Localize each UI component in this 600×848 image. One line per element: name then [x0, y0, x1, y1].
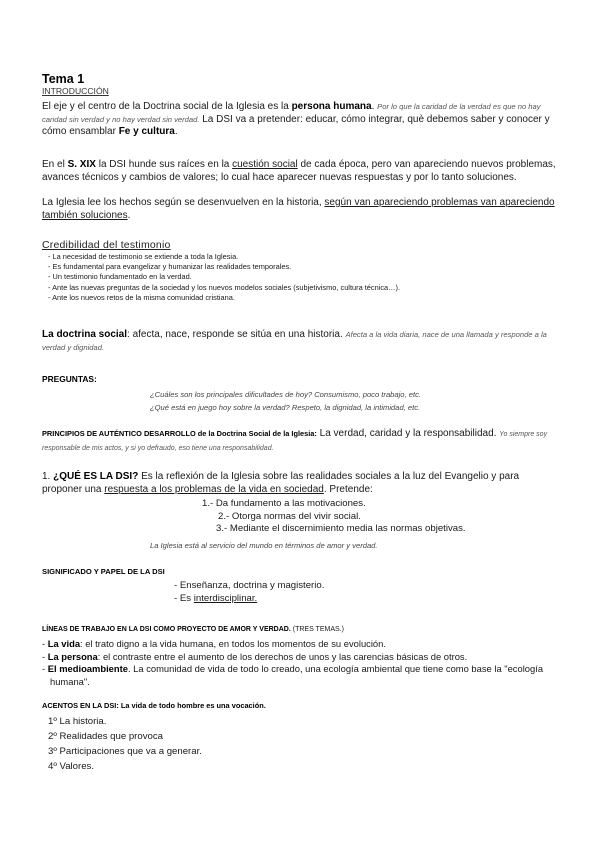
list-item: 2.- Otorga normas del vivir social.: [218, 510, 361, 522]
credibilidad-list: [42, 252, 556, 303]
p2-text-c: la DSI hunde sus raíces en la: [95, 159, 233, 170]
que-es-bold: ¿QUÉ ES LA DSI?: [53, 471, 139, 482]
list-item: 1º La historia.: [48, 716, 107, 727]
significado-item-1: - Enseñanza, doctrina y magisterio.: [174, 580, 325, 591]
p1-text-a: El eje y el centro de la Doctrina social de la Iglesia es la: [42, 101, 292, 112]
acentos-section: [42, 701, 556, 774]
title-block: [42, 72, 556, 97]
p3-text-c: .: [127, 209, 131, 221]
p2-text-a: En el: [42, 159, 68, 170]
list-item: 3º Participaciones que va a generar.: [48, 746, 202, 757]
page-title: Tema 1: [42, 72, 85, 86]
lineas-heading: [42, 618, 556, 636]
que-es-number: 1.: [42, 471, 54, 482]
que-es-italic-note: La Iglesia está al servicio del mundo en términos de amor y verdad.: [150, 541, 378, 550]
p1-bold-persona: persona humana: [291, 101, 372, 112]
list-item: - Un testimonio fundamentado en la verdad.: [48, 272, 556, 282]
acentos-heading: ACENTOS EN LA DSI: La vida de todo hombre es una vocación.: [42, 701, 266, 710]
lineas-text: . La comunidad de vida de todo lo creado, una ecología ambiental que tiene como base la "ecología humana".: [50, 663, 544, 687]
list-item: 4º Valores.: [48, 761, 94, 772]
p2-bold-siglo: S. XIX: [67, 159, 96, 170]
que-es-dsi-section: [42, 471, 556, 496]
list-item: 2º Realidades que provoca: [48, 731, 163, 742]
list-item: 1.- Da fundamento a las motivaciones.: [202, 498, 366, 509]
lineas-section: [42, 618, 556, 688]
list-item: - Ante los nuevos retos de la misma comunidad cristiana.: [48, 293, 556, 303]
lineas-item-vida: - La vida: el trato digno a la vida humana, en todos los momentos de su evolución.: [42, 638, 386, 649]
significado-section: [42, 566, 556, 605]
paragraph-iglesia-lee: [42, 197, 556, 222]
p3-underline-soluciones: según van apareciendo problemas van apareciendo también soluciones: [42, 197, 555, 221]
significado-es: - Es: [174, 592, 194, 604]
paragraph-doctrina-social: [42, 329, 556, 354]
lineas-label: La vida: [47, 638, 81, 649]
principios-text: La verdad, caridad y la responsabilidad.: [316, 428, 500, 439]
intro-heading: INTRODUCCIÓN: [42, 86, 109, 96]
que-es-underline: respuesta a los problemas de la vida en sociedad: [104, 483, 324, 495]
doctrina-italic-note: Afecta a la vida diaria, nace de una llamada y responde a la verdad y dignidad.: [42, 330, 547, 352]
lineas-text: : el trato digno a la vida humana, en todos los momentos de su evolución.: [80, 638, 386, 649]
significado-heading: SIGNIFICADO Y PAPEL DE LA DSI: [42, 567, 165, 576]
principios-section: [42, 428, 556, 455]
paragraph-persona-humana: [42, 101, 556, 139]
p1-text-d: La DSI va a pretender: educar, cómo integrar, què debemos saber y conocer y cómo ensamblar: [42, 113, 550, 137]
paragraph-siglo-xix: [42, 159, 556, 184]
lineas-label: El medioambiente: [47, 663, 128, 674]
lineas-item-medioambiente: - El medioambiente. La comunidad de vida de todo lo creado, una ecología ambiental que tiene como base la "ecología humana".: [42, 663, 544, 687]
doctrina-bold: La doctrina social: [42, 329, 128, 340]
p3-text-a: La Iglesia lee los hechos según se desenvuelven en la historia,: [42, 197, 325, 208]
p2-underline-cuestion-social: cuestión social: [232, 159, 298, 170]
list-item: - Ante las nuevas preguntas de la sociedad y los nuevos modelos sociales (subjetivismo, cultura técnica…).: [48, 283, 556, 293]
p1-text-c: .: [371, 101, 378, 112]
pregunta-1: ¿Cuáles son los principales dificultades de hoy? Consumismo, poco trabajo, etc.: [150, 390, 421, 399]
lineas-heading-bold: LÍNEAS DE TRABAJO EN LA DSI COMO PROYECTO DE AMOR Y VERDAD.: [42, 626, 291, 633]
list-item: - La necesidad de testimonio se extiende a toda la Iglesia.: [48, 252, 556, 262]
pregunta-2: ¿Qué está en juego hoy sobre la verdad? Respeto, la dignidad, la intimidad, etc.: [150, 403, 421, 412]
lineas-text: : el contraste entre el aumento de los derechos de unos y las carencias básicas de otros.: [97, 650, 468, 662]
preguntas-section: [42, 374, 556, 414]
preguntas-heading: PREGUNTAS:: [42, 374, 97, 384]
p1-italic-note: Por lo que la caridad de la verdad es que no hay caridad sin verdad y no hay verdad sin verdad.: [42, 102, 541, 124]
lineas-item-persona: - La persona: el contraste entre el aumento de los derechos de unos y las carencias básicas de otros.: [42, 650, 468, 662]
significado-item-2: [42, 593, 556, 606]
credibilidad-heading: Credibilidad del testimonio: [42, 239, 171, 251]
p1-text-f: .: [174, 126, 178, 137]
lineas-heading-suffix: (TRES TEMAS.): [290, 626, 344, 633]
p1-bold-fe-cultura: Fe y cultura: [118, 126, 175, 137]
list-item: - Es fundamental para evangelizar y humanizar las realidades temporales.: [48, 262, 556, 272]
lineas-label: La persona: [47, 650, 98, 662]
list-item: 3.- Mediante el discernimiento media las normas objetivas.: [216, 523, 466, 534]
interdisciplinar-underline: interdisciplinar.: [193, 592, 258, 604]
pretende-list: [42, 498, 556, 536]
p2-text-e: de cada época, pero van apareciendo nuevos problemas, avances técnicos y cambios de valores; lo cual hace aparecer nuevas respuestas y por lo tanto soluciones.: [42, 159, 556, 183]
principios-italic-note: Yo siempre soy responsable de mis actos, y si yo defraudo, eso tiene una responsabilidad.: [42, 431, 548, 452]
principios-heading: PRINCIPIOS DE AUTÉNTICO DESARROLLO de la Doctrina Social de la Iglesia:: [42, 429, 317, 438]
acentos-list: [42, 714, 556, 774]
credibilidad-section: [42, 239, 556, 303]
que-es-pretende: . Pretende:: [323, 483, 373, 495]
doctrina-text: : afecta, nace, responde se sitúa en una historia.: [127, 329, 346, 340]
que-es-text: Es la reflexión de la Iglesia sobre las realidades sociales a la luz del Evangelio y para proponer una: [42, 471, 520, 495]
